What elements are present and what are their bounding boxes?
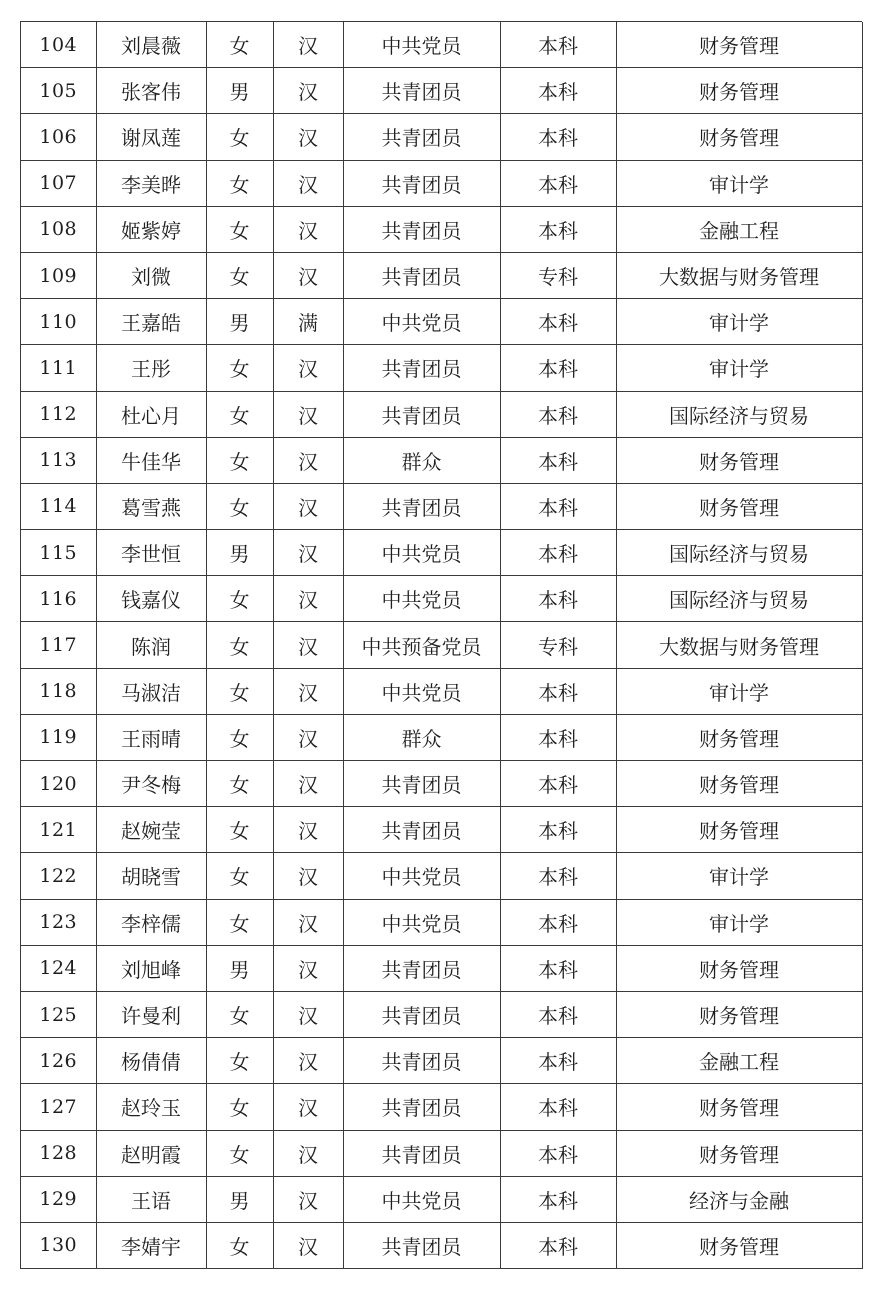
cell-gender: 女 xyxy=(206,991,273,1037)
cell-education: 专科 xyxy=(500,252,616,298)
cell-name: 张客伟 xyxy=(96,68,206,114)
cell-major: 财务管理 xyxy=(616,22,862,68)
cell-education: 本科 xyxy=(500,483,616,529)
cell-gender: 女 xyxy=(206,622,273,668)
cell-gender: 男 xyxy=(206,945,273,991)
cell-political-status: 共青团员 xyxy=(343,206,500,252)
cell-name: 马淑洁 xyxy=(96,668,206,714)
cell-major: 审计学 xyxy=(616,299,862,345)
roster-table-body xyxy=(21,22,862,1269)
table-row xyxy=(21,160,862,206)
cell-serial-number: 117 xyxy=(21,622,96,668)
cell-education: 本科 xyxy=(500,299,616,345)
table-row xyxy=(21,945,862,991)
table-row xyxy=(21,1176,862,1222)
cell-education: 本科 xyxy=(500,761,616,807)
cell-serial-number: 127 xyxy=(21,1084,96,1130)
cell-political-status: 中共党员 xyxy=(343,1176,500,1222)
cell-serial-number: 105 xyxy=(21,68,96,114)
cell-political-status: 共青团员 xyxy=(343,483,500,529)
cell-name: 葛雪燕 xyxy=(96,483,206,529)
cell-gender: 女 xyxy=(206,1130,273,1176)
cell-gender: 女 xyxy=(206,391,273,437)
cell-education: 本科 xyxy=(500,1130,616,1176)
cell-political-status: 群众 xyxy=(343,437,500,483)
table-row xyxy=(21,114,862,160)
cell-serial-number: 115 xyxy=(21,530,96,576)
table-row xyxy=(21,1038,862,1084)
table-row xyxy=(21,252,862,298)
cell-political-status: 共青团员 xyxy=(343,68,500,114)
cell-major: 审计学 xyxy=(616,345,862,391)
cell-major: 财务管理 xyxy=(616,1130,862,1176)
cell-ethnicity: 汉 xyxy=(273,622,343,668)
cell-political-status: 共青团员 xyxy=(343,391,500,437)
cell-name: 李梓儒 xyxy=(96,899,206,945)
cell-education: 本科 xyxy=(500,899,616,945)
cell-gender: 女 xyxy=(206,899,273,945)
cell-education: 本科 xyxy=(500,853,616,899)
cell-education: 本科 xyxy=(500,206,616,252)
cell-ethnicity: 汉 xyxy=(273,945,343,991)
cell-name: 王嘉皓 xyxy=(96,299,206,345)
cell-name: 谢凤莲 xyxy=(96,114,206,160)
cell-education: 本科 xyxy=(500,714,616,760)
cell-major: 审计学 xyxy=(616,899,862,945)
table-row xyxy=(21,206,862,252)
cell-serial-number: 106 xyxy=(21,114,96,160)
cell-education: 本科 xyxy=(500,22,616,68)
cell-gender: 女 xyxy=(206,1084,273,1130)
cell-political-status: 共青团员 xyxy=(343,945,500,991)
cell-serial-number: 121 xyxy=(21,807,96,853)
table-row xyxy=(21,576,862,622)
cell-education: 本科 xyxy=(500,991,616,1037)
cell-gender: 男 xyxy=(206,68,273,114)
cell-serial-number: 130 xyxy=(21,1222,96,1268)
cell-major: 财务管理 xyxy=(616,1222,862,1268)
cell-serial-number: 104 xyxy=(21,22,96,68)
cell-name: 王雨晴 xyxy=(96,714,206,760)
table-row xyxy=(21,483,862,529)
cell-ethnicity: 汉 xyxy=(273,761,343,807)
cell-name: 赵玲玉 xyxy=(96,1084,206,1130)
cell-major: 审计学 xyxy=(616,668,862,714)
cell-ethnicity: 满 xyxy=(273,299,343,345)
cell-gender: 女 xyxy=(206,114,273,160)
cell-political-status: 共青团员 xyxy=(343,160,500,206)
cell-major: 国际经济与贸易 xyxy=(616,576,862,622)
cell-gender: 女 xyxy=(206,807,273,853)
cell-serial-number: 108 xyxy=(21,206,96,252)
cell-ethnicity: 汉 xyxy=(273,345,343,391)
cell-education: 本科 xyxy=(500,437,616,483)
cell-major: 审计学 xyxy=(616,160,862,206)
cell-serial-number: 122 xyxy=(21,853,96,899)
table-row xyxy=(21,391,862,437)
table-row xyxy=(21,299,862,345)
cell-gender: 男 xyxy=(206,1176,273,1222)
cell-serial-number: 124 xyxy=(21,945,96,991)
cell-serial-number: 107 xyxy=(21,160,96,206)
cell-gender: 女 xyxy=(206,437,273,483)
cell-gender: 女 xyxy=(206,1222,273,1268)
cell-serial-number: 112 xyxy=(21,391,96,437)
cell-serial-number: 120 xyxy=(21,761,96,807)
cell-ethnicity: 汉 xyxy=(273,68,343,114)
cell-name: 许曼利 xyxy=(96,991,206,1037)
cell-education: 本科 xyxy=(500,1038,616,1084)
cell-ethnicity: 汉 xyxy=(273,252,343,298)
cell-major: 金融工程 xyxy=(616,1038,862,1084)
cell-ethnicity: 汉 xyxy=(273,899,343,945)
cell-name: 陈润 xyxy=(96,622,206,668)
cell-name: 刘旭峰 xyxy=(96,945,206,991)
cell-political-status: 中共党员 xyxy=(343,530,500,576)
cell-education: 本科 xyxy=(500,530,616,576)
cell-ethnicity: 汉 xyxy=(273,1084,343,1130)
cell-ethnicity: 汉 xyxy=(273,437,343,483)
table-row xyxy=(21,714,862,760)
cell-political-status: 中共党员 xyxy=(343,668,500,714)
cell-gender: 女 xyxy=(206,483,273,529)
cell-serial-number: 119 xyxy=(21,714,96,760)
cell-major: 财务管理 xyxy=(616,68,862,114)
cell-ethnicity: 汉 xyxy=(273,991,343,1037)
cell-ethnicity: 汉 xyxy=(273,1130,343,1176)
cell-name: 姬紫婷 xyxy=(96,206,206,252)
cell-name: 赵婉莹 xyxy=(96,807,206,853)
cell-gender: 女 xyxy=(206,252,273,298)
cell-major: 财务管理 xyxy=(616,945,862,991)
table-row xyxy=(21,668,862,714)
cell-gender: 女 xyxy=(206,160,273,206)
cell-ethnicity: 汉 xyxy=(273,22,343,68)
cell-education: 本科 xyxy=(500,945,616,991)
cell-ethnicity: 汉 xyxy=(273,160,343,206)
cell-serial-number: 129 xyxy=(21,1176,96,1222)
cell-ethnicity: 汉 xyxy=(273,1176,343,1222)
cell-major: 国际经济与贸易 xyxy=(616,391,862,437)
cell-gender: 女 xyxy=(206,576,273,622)
table-row xyxy=(21,853,862,899)
cell-education: 本科 xyxy=(500,1176,616,1222)
cell-education: 本科 xyxy=(500,345,616,391)
cell-serial-number: 128 xyxy=(21,1130,96,1176)
cell-name: 李婧宇 xyxy=(96,1222,206,1268)
cell-name: 刘微 xyxy=(96,252,206,298)
cell-education: 本科 xyxy=(500,114,616,160)
cell-name: 刘晨薇 xyxy=(96,22,206,68)
cell-serial-number: 109 xyxy=(21,252,96,298)
cell-education: 本科 xyxy=(500,668,616,714)
cell-name: 杨倩倩 xyxy=(96,1038,206,1084)
cell-political-status: 共青团员 xyxy=(343,114,500,160)
cell-gender: 男 xyxy=(206,299,273,345)
cell-ethnicity: 汉 xyxy=(273,576,343,622)
cell-education: 专科 xyxy=(500,622,616,668)
table-row xyxy=(21,1130,862,1176)
cell-gender: 男 xyxy=(206,530,273,576)
cell-name: 李世恒 xyxy=(96,530,206,576)
cell-political-status: 共青团员 xyxy=(343,1084,500,1130)
table-row xyxy=(21,991,862,1037)
cell-serial-number: 126 xyxy=(21,1038,96,1084)
cell-gender: 女 xyxy=(206,345,273,391)
cell-education: 本科 xyxy=(500,807,616,853)
cell-ethnicity: 汉 xyxy=(273,853,343,899)
cell-major: 大数据与财务管理 xyxy=(616,622,862,668)
cell-education: 本科 xyxy=(500,576,616,622)
table-row xyxy=(21,761,862,807)
cell-education: 本科 xyxy=(500,1084,616,1130)
table-row xyxy=(21,1222,862,1268)
cell-major: 大数据与财务管理 xyxy=(616,252,862,298)
cell-ethnicity: 汉 xyxy=(273,1038,343,1084)
cell-major: 金融工程 xyxy=(616,206,862,252)
cell-ethnicity: 汉 xyxy=(273,530,343,576)
roster-table-container xyxy=(20,21,862,1269)
cell-political-status: 中共党员 xyxy=(343,22,500,68)
cell-name: 钱嘉仪 xyxy=(96,576,206,622)
cell-ethnicity: 汉 xyxy=(273,714,343,760)
cell-name: 赵明霞 xyxy=(96,1130,206,1176)
cell-gender: 女 xyxy=(206,668,273,714)
cell-serial-number: 110 xyxy=(21,299,96,345)
table-row xyxy=(21,1084,862,1130)
table-row xyxy=(21,899,862,945)
cell-name: 王彤 xyxy=(96,345,206,391)
cell-ethnicity: 汉 xyxy=(273,807,343,853)
cell-political-status: 共青团员 xyxy=(343,345,500,391)
cell-education: 本科 xyxy=(500,391,616,437)
table-row xyxy=(21,807,862,853)
cell-education: 本科 xyxy=(500,160,616,206)
cell-political-status: 中共预备党员 xyxy=(343,622,500,668)
cell-ethnicity: 汉 xyxy=(273,668,343,714)
cell-political-status: 中共党员 xyxy=(343,853,500,899)
cell-political-status: 共青团员 xyxy=(343,761,500,807)
cell-education: 本科 xyxy=(500,1222,616,1268)
cell-major: 财务管理 xyxy=(616,483,862,529)
cell-name: 胡晓雪 xyxy=(96,853,206,899)
cell-gender: 女 xyxy=(206,761,273,807)
table-row xyxy=(21,437,862,483)
cell-political-status: 共青团员 xyxy=(343,807,500,853)
cell-ethnicity: 汉 xyxy=(273,114,343,160)
cell-serial-number: 111 xyxy=(21,345,96,391)
cell-political-status: 共青团员 xyxy=(343,1222,500,1268)
cell-gender: 女 xyxy=(206,714,273,760)
cell-name: 牛佳华 xyxy=(96,437,206,483)
table-row xyxy=(21,22,862,68)
table-row xyxy=(21,68,862,114)
cell-name: 尹冬梅 xyxy=(96,761,206,807)
cell-serial-number: 118 xyxy=(21,668,96,714)
cell-political-status: 共青团员 xyxy=(343,1130,500,1176)
cell-major: 财务管理 xyxy=(616,807,862,853)
table-row xyxy=(21,530,862,576)
cell-education: 本科 xyxy=(500,68,616,114)
cell-ethnicity: 汉 xyxy=(273,1222,343,1268)
cell-gender: 女 xyxy=(206,1038,273,1084)
table-row xyxy=(21,622,862,668)
cell-political-status: 中共党员 xyxy=(343,576,500,622)
cell-serial-number: 113 xyxy=(21,437,96,483)
table-row xyxy=(21,345,862,391)
cell-gender: 女 xyxy=(206,206,273,252)
cell-political-status: 群众 xyxy=(343,714,500,760)
cell-political-status: 中共党员 xyxy=(343,899,500,945)
cell-major: 财务管理 xyxy=(616,437,862,483)
cell-major: 经济与金融 xyxy=(616,1176,862,1222)
cell-political-status: 共青团员 xyxy=(343,1038,500,1084)
cell-ethnicity: 汉 xyxy=(273,391,343,437)
cell-serial-number: 114 xyxy=(21,483,96,529)
cell-ethnicity: 汉 xyxy=(273,483,343,529)
cell-political-status: 中共党员 xyxy=(343,299,500,345)
roster-table xyxy=(21,22,863,1269)
cell-major: 审计学 xyxy=(616,853,862,899)
cell-name: 杜心月 xyxy=(96,391,206,437)
cell-major: 财务管理 xyxy=(616,761,862,807)
cell-serial-number: 123 xyxy=(21,899,96,945)
cell-serial-number: 116 xyxy=(21,576,96,622)
cell-gender: 女 xyxy=(206,853,273,899)
cell-gender: 女 xyxy=(206,22,273,68)
cell-major: 财务管理 xyxy=(616,714,862,760)
cell-political-status: 共青团员 xyxy=(343,252,500,298)
cell-major: 财务管理 xyxy=(616,991,862,1037)
cell-major: 国际经济与贸易 xyxy=(616,530,862,576)
cell-name: 李美晔 xyxy=(96,160,206,206)
cell-serial-number: 125 xyxy=(21,991,96,1037)
cell-major: 财务管理 xyxy=(616,1084,862,1130)
cell-ethnicity: 汉 xyxy=(273,206,343,252)
cell-major: 财务管理 xyxy=(616,114,862,160)
cell-political-status: 共青团员 xyxy=(343,991,500,1037)
cell-name: 王语 xyxy=(96,1176,206,1222)
